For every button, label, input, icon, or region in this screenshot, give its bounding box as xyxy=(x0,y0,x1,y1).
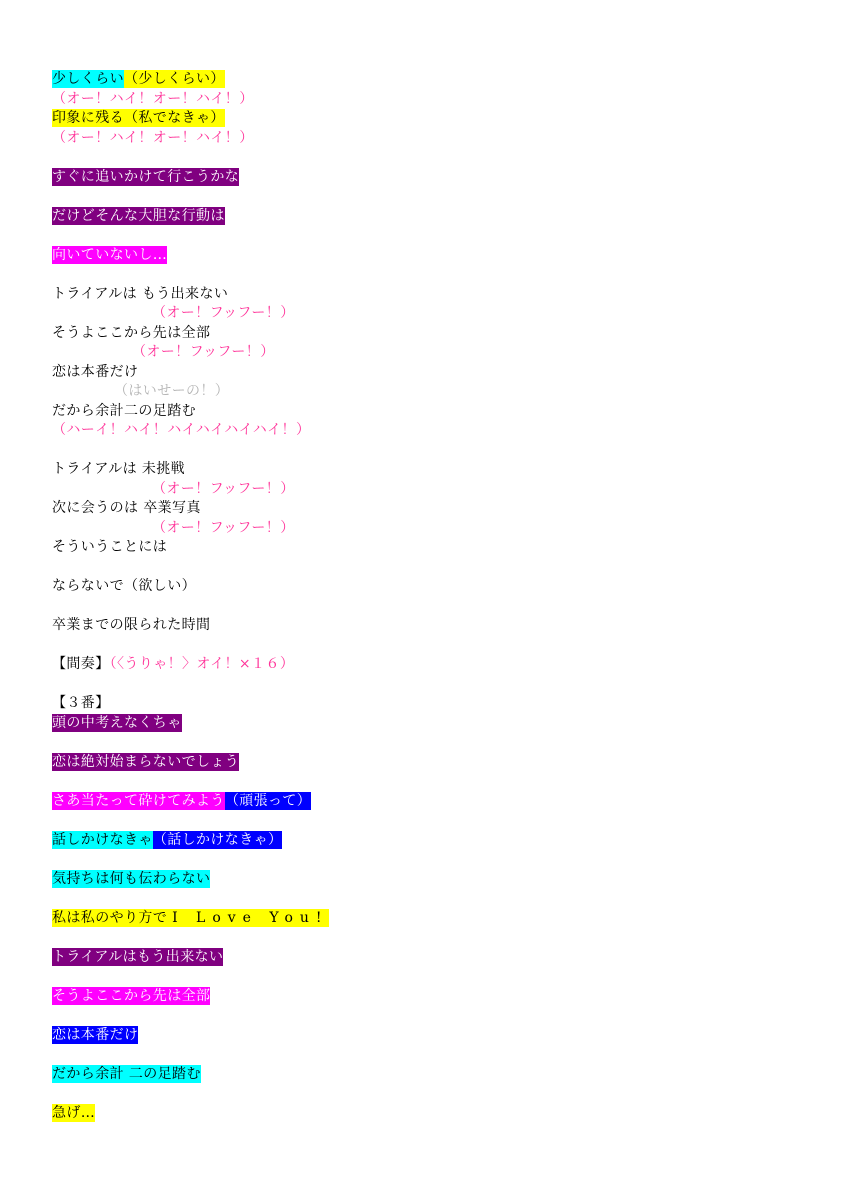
section-heading: 【３番】 xyxy=(52,695,110,711)
spacer xyxy=(52,597,812,617)
spacer xyxy=(52,811,812,831)
lyric-line: そういうことには xyxy=(52,539,168,555)
spacer xyxy=(52,148,812,168)
lyric-line: トライアルは もう出来ない xyxy=(52,285,229,302)
call-line: （オー！ハイ！オー！ハイ！） xyxy=(52,129,254,146)
lyric-text: （頑張って） xyxy=(224,792,312,809)
lyric-text: 恋は絶対始まらないでしょう xyxy=(52,753,240,770)
spacer xyxy=(52,558,812,578)
call-text: （〈うりゃ！〉オイ！×１６） xyxy=(109,656,295,672)
spacer xyxy=(52,772,812,792)
call-line: （はいせーの！） xyxy=(114,383,230,399)
spacer xyxy=(52,967,812,987)
spacer xyxy=(52,733,812,753)
spacer xyxy=(52,928,812,948)
lyric-line: トライアルは 未挑戦 xyxy=(52,461,186,477)
lyric-text: すぐに追いかけて行こうかな xyxy=(52,168,240,185)
lyric-text: 急げ… xyxy=(52,1104,96,1121)
lyric-text: （私でなきゃ） xyxy=(124,110,225,126)
lyric-line xyxy=(52,1065,812,1085)
lyric-line xyxy=(52,1104,812,1124)
lyric-line xyxy=(52,792,812,812)
lyrics-sheet xyxy=(52,70,812,1123)
lyric-text: だけどそんな大胆な行動は xyxy=(52,207,225,224)
lyric-line xyxy=(52,714,812,734)
lyric-text: 気持ちは何も伝わらない xyxy=(52,870,211,887)
lyric-line xyxy=(52,109,812,129)
lyric-line xyxy=(52,753,812,773)
lyric-line xyxy=(52,207,812,227)
lyric-line xyxy=(52,948,812,968)
lyric-line xyxy=(52,246,812,266)
lyric-text: だから余計 二の足踏む xyxy=(52,1065,201,1082)
lyric-text: トライアルはもう出来ない xyxy=(52,948,224,965)
lyric-text: 恋は本番だけ xyxy=(52,1026,139,1043)
lyric-text: 頭の中考えなくちゃ xyxy=(52,714,182,731)
lyric-line xyxy=(52,1026,812,1046)
spacer xyxy=(52,850,812,870)
spacer xyxy=(52,675,812,695)
lyric-text: 印象に残る xyxy=(52,110,124,126)
lyric-line xyxy=(52,831,812,851)
lyric-line: 次に会うのは 卒業写真 xyxy=(52,500,201,516)
spacer xyxy=(52,441,812,461)
lyric-text: 私は私のやり方で xyxy=(52,909,173,926)
lyric-text: さあ当たって砕けてみよう xyxy=(52,792,225,809)
lyric-text: 向いていないし… xyxy=(52,246,168,263)
lyric-line: 卒業までの限られた時間 xyxy=(52,617,211,633)
call-line: （オー！フッフー！） xyxy=(152,480,295,497)
lyric-line xyxy=(52,987,812,1007)
spacer xyxy=(52,889,812,909)
lyric-text: I Love You! xyxy=(172,909,329,926)
lyric-text: そうよここから先は全部 xyxy=(52,987,211,1004)
lyric-text: （少しくらい） xyxy=(124,71,225,87)
lyric-line xyxy=(52,168,812,188)
call-line: （オー！ハイ！オー！ハイ！） xyxy=(52,90,254,107)
lyric-line xyxy=(52,909,812,929)
spacer xyxy=(52,187,812,207)
lyric-line: 恋は本番だけ xyxy=(52,363,139,380)
spacer xyxy=(52,226,812,246)
lyric-line xyxy=(52,870,812,890)
lyric-line: そうよここから先は全部 xyxy=(52,324,211,341)
lyric-line: ならないで（欲しい） xyxy=(52,578,196,594)
interlude-line xyxy=(52,655,812,675)
section-marker: 【間奏】 xyxy=(52,656,110,672)
lyric-text: 少しくらい xyxy=(52,71,124,87)
spacer xyxy=(52,265,812,285)
spacer xyxy=(52,1006,812,1026)
lyric-line: だから余計二の足踏む xyxy=(52,402,196,419)
spacer xyxy=(52,636,812,656)
call-line: （オー！フッフー！） xyxy=(152,305,295,321)
call-line: （ハーイ！ハイ！ハイハイハイハイ！） xyxy=(52,422,311,438)
lyric-text: 話しかけなきゃ xyxy=(52,831,153,848)
lyric-line xyxy=(52,70,812,90)
lyric-text: （話しかけなきゃ） xyxy=(152,831,283,848)
spacer xyxy=(52,1084,812,1104)
call-line: （オー！フッフー！） xyxy=(152,519,295,536)
call-line: （オー！フッフー！） xyxy=(132,344,275,360)
spacer xyxy=(52,1045,812,1065)
